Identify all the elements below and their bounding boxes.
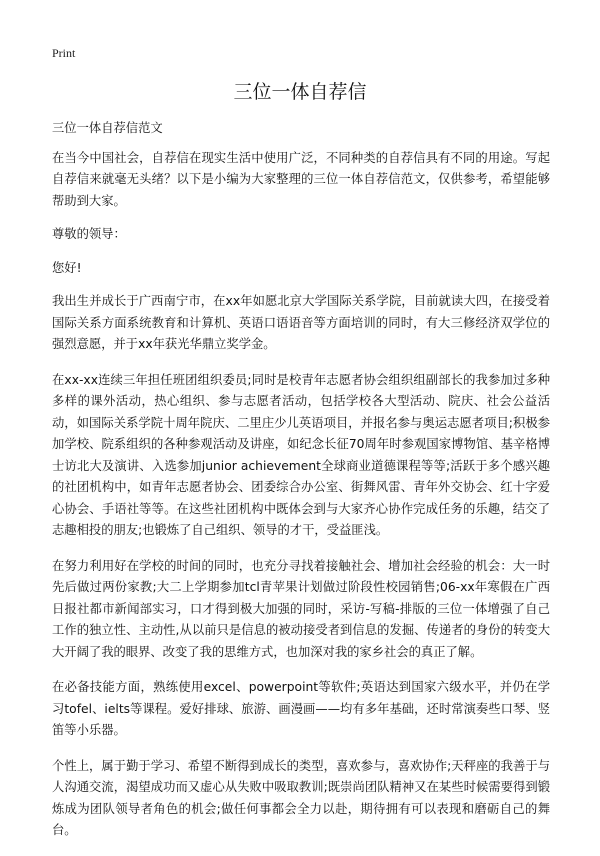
skills-paragraph: 在必备技能方面，熟练使用excel、powerpoint等软件;英语达到国家六级水平，并仍在学习tofel、ielts等课程。爱好排球、旅游、画漫画——均有多年基础，还时常演奏些口琴、竖笛等小乐器。 xyxy=(52,680,550,737)
personality-paragraph: 个性上，属于勤于学习、希望不断得到成长的类型，喜欢参与，喜欢协作;天秤座的我善于与人沟通交流，渴望成功而又虚心从失败中吸取教训;既崇尚团队精神又在某些时候需要得到锻炼成为团队领导者角色的机会;做任何事都会全力以赴，期待拥有可以表现和磨砺自己的舞台。 xyxy=(52,758,550,837)
print-link[interactable]: Print xyxy=(52,46,76,60)
activities-paragraph: 在xx-xx连续三年担任班团组织委员;同时是校青年志愿者协会组织组副部长的我参加过多种多样的课外活动，热心组织、参与志愿者活动，包括学校各大型活动、院庆、社会公益活动，如国际关系学院十周年院庆、二里庄少儿英语项目，并报名参与奥运志愿者项目;积极参加学校、院系组织的各种参观活动及讲座，如纪念长征70周年时参观国家博物馆、基辛格博士访北大及演讲、入选参加junior achievement全球商业道德课程等等;活跃于多个感兴趣的社团机构中，如青年志愿者协会、团委综合办公室、街舞风雷、青年外交协会、红十字爱心协会、手语社等等。在这些社团机构中既体会到与大家齐心协作完成任务的乐趣，结交了志趣相投的朋友;也锻炼了自己组织、领导的才干，受益匪浅。 xyxy=(52,372,550,537)
intro-paragraph: 在当今中国社会，自荐信在现实生活中使用广泛，不同种类的自荐信具有不同的用途。写起自荐信来就毫无头绪？以下是小编为大家整理的三位一体自荐信范文，仅供参考，希望能够帮助到大家。 xyxy=(52,150,550,208)
greeting: 您好! xyxy=(52,260,82,275)
experience-paragraph: 在努力利用好在学校的时间的同时，也充分寻找着接触社会、增加社会经验的机会：大一时先后做过两份家教;大二上学期参加tcl青苹果计划做过阶段性校园销售;06-xx年寒假在广西日报社都市新闻部实习，口才得到极大加强的同时，采访-写稿-排版的三位一体增强了自己工作的独立性、主动性,从以前只是信息的被动接受者到信息的发掘、传递者的身份的转变大大开阔了我的眼界、改变了我的思维方式，也加深对我的家乡社会的真正了解。 xyxy=(52,558,550,659)
document-subtitle: 三位一体自荐信范文 xyxy=(52,121,163,135)
document-body xyxy=(52,118,550,856)
page-title: 三位一体自荐信 xyxy=(233,81,367,103)
salutation: 尊敬的领导： xyxy=(52,227,126,241)
background-paragraph: 我出生并成长于广西南宁市，在xx年如愿北京大学国际关系学院，目前就读大四，在接受着国际关系方面系统教育和计算机、英语口语语音等方面培训的同时，有大三修经济双学位的强烈意愿，并于xx年获光华鼎立奖学金。 xyxy=(52,294,550,351)
